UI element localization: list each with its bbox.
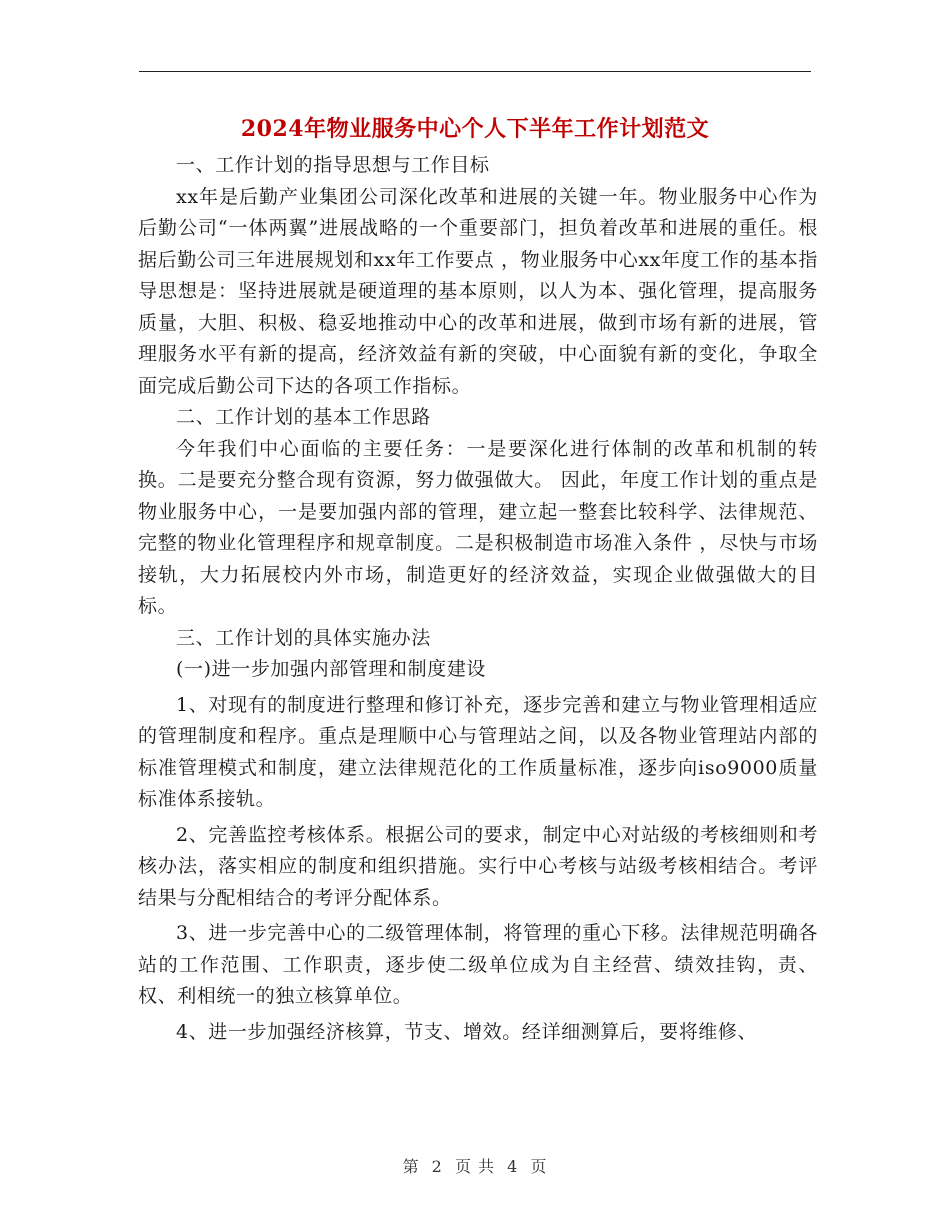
list-item-4: 4、进一步加强经济核算，节支、增效。经详细测算后，要将维修、	[176, 1020, 758, 1043]
document-title: 2024年物业服务中心个人下半年工作计划范文	[240, 116, 710, 142]
page-footer	[0, 1154, 950, 1177]
body-paragraph: xx年是后勤产业集团公司深化改革和进展的关键一年。物业服务中心作为后勤公司“一体两翼”进展战略的一个重要部门，担负着改革和进展的重任。根据后勤公司三年进展规划和xx年工作要点 ，物业服务中心xx年度工作的基本指导思想是：坚持进展就是硬道理的基本原则，以人为本、强化管理，提高服务质量，大胆、积极、稳妥地推动中心的改革和进展，做到市场有新的进展，管理服务水平有新的提高，经济效益有新的突破，中心面貌有新的变化，争取全面完成后勤公司下达的各项工作指标。	[138, 185, 818, 397]
list-item-1: 1、对现有的制度进行整理和修订补充，逐步完善和建立与物业管理相适应的管理制度和程序。重点是理顺中心与管理站之间，以及各物业管理站内部的标准管理模式和制度，建立法律规范化的工作质量标准，逐步向iso9000质量标准体系接轨。	[138, 693, 818, 810]
section-heading-1: 一、工作计划的指导思想与工作目标	[176, 154, 490, 176]
footer-suffix: 页	[530, 1157, 548, 1176]
footer-page-number: 2	[431, 1157, 443, 1176]
section-heading-2: 二、工作计划的基本工作思路	[176, 406, 431, 428]
section-heading-3: 三、工作计划的具体实施办法	[176, 626, 431, 649]
list-item-2: 2、完善监控考核体系。根据公司的要求，制定中心对站级的考核细则和考核办法，落实相应的制度和组织措施。实行中心考核与站级考核相结合。考评结果与分配相结合的考评分配体系。	[138, 823, 818, 909]
document-body	[138, 150, 818, 1048]
subsection-heading-1: (一)进一步加强内部管理和制度建设	[176, 658, 487, 680]
list-item-3: 3、进一步完善中心的二级管理体制，将管理的重心下移。法律规范明确各站的工作范围、工作职责，逐步使二级单位成为自主经营、绩效挂钩，责、权、利相统一的独立核算单位。	[138, 922, 818, 1007]
body-paragraph: 今年我们中心面临的主要任务：一是要深化进行体制的改革和机制的转换。二是要充分整合现有资源，努力做强做大。 因此，年度工作计划的重点是物业服务中心，一是要加强内部的管理，建立起一整套比较科学、法律规范、完整的物业化管理程序和规章制度。二是积极制造市场准入条件 ，尽快与市场接轨，大力拓展校内外市场，制造更好的经济效益，实现企业做强做大的目标。	[138, 437, 818, 617]
header-rule	[139, 71, 811, 72]
footer-middle: 页 共	[454, 1157, 496, 1176]
footer-total-pages: 4	[507, 1157, 519, 1176]
footer-prefix: 第	[402, 1157, 420, 1176]
